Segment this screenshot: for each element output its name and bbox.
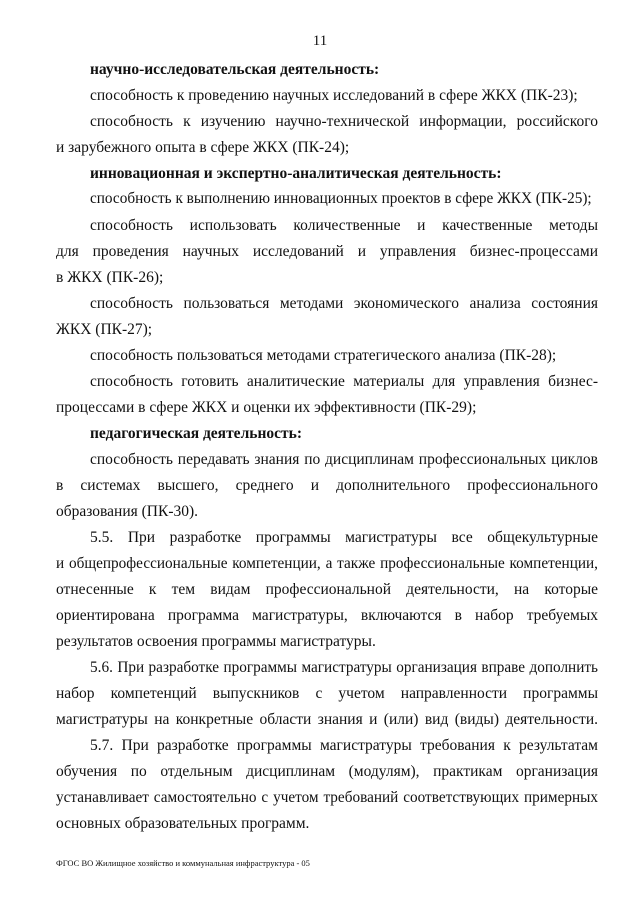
text-line: способность передавать знания по дисциплинам профессиональных циклов — [90, 451, 598, 468]
text-line: 5.5. При разработке программы магистратуры все общекультурные — [90, 529, 598, 546]
text-line: способность к проведению научных исследований в сфере ЖКХ (ПК-23); — [90, 87, 578, 104]
text-line: способность использовать количественные и качественные методы — [90, 217, 598, 234]
text-line: основных образовательных программ. — [56, 815, 310, 832]
text-line: магистратуры на конкретные области знания и (или) вид (виды) деятельности. — [56, 711, 598, 728]
text-line: в системах высшего, среднего и дополнительного профессионального — [56, 477, 598, 494]
footer-text: ФГОС ВО Жилищное хозяйство и коммунальная инфраструктура - 05 — [56, 858, 310, 868]
text-line: и общепрофессиональные компетенции, а также профессиональные компетенции, — [56, 555, 598, 572]
text-line: педагогическая деятельность: — [90, 425, 302, 442]
text-line: в ЖКХ (ПК-26); — [56, 269, 164, 286]
text-line: обучения по отдельным дисциплинам (модулям), практикам организация — [56, 763, 598, 780]
text-line: способность пользоваться методами стратегического анализа (ПК-28); — [90, 347, 557, 364]
text-line: научно-исследовательская деятельность: — [90, 61, 380, 78]
text-line: устанавливает самостоятельно с учетом требований соответствующих примерных — [56, 789, 598, 806]
text-line: способность пользоваться методами экономического анализа состояния — [90, 295, 598, 312]
text-line: образования (ПК-30). — [56, 503, 199, 520]
text-line: 5.6. При разработке программы магистратуры организация вправе дополнить — [90, 659, 598, 676]
page-number: 11 — [312, 33, 328, 49]
text-line: отнесенные к тем видам профессиональной деятельности, на которые — [56, 581, 598, 598]
text-line: ориентирована программа магистратуры, включаются в набор требуемых — [56, 607, 598, 624]
text-line: способность к выполнению инновационных проектов в сфере ЖКХ (ПК-25); — [90, 190, 592, 207]
text-line: способность к изучению научно-технической информации, российского — [90, 113, 598, 130]
text-line: набор компетенций выпускников с учетом направленности программы — [56, 685, 598, 702]
text-line: ЖКХ (ПК-27); — [56, 321, 153, 338]
text-line: для проведения научных исследований и управления бизнес-процессами — [56, 243, 598, 260]
text-line: процессами в сфере ЖКХ и оценки их эффективности (ПК-29); — [56, 399, 477, 416]
text-line: 5.7. При разработке программы магистратуры требования к результатам — [90, 737, 598, 754]
text-line: способность готовить аналитические материалы для управления бизнес- — [90, 373, 598, 390]
text-line: инновационная и экспертно-аналитическая деятельность: — [90, 165, 502, 182]
text-line: результатов освоения программы магистратуры. — [56, 633, 376, 650]
text-line: и зарубежного опыта в сфере ЖКХ (ПК-24); — [56, 139, 350, 156]
